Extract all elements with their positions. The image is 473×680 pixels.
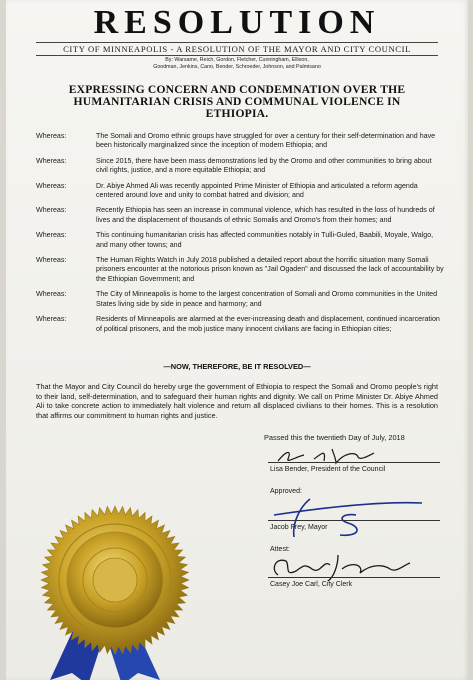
resolved-heading: —NOW, THEREFORE, BE IT RESOLVED— [163, 362, 311, 371]
whereas-text: The City of Minneapolis is home to the largest concentration of Somali and Oromo communities in the United States living side by side in peace and harmony; and [96, 290, 438, 308]
whereas-clause [36, 132, 446, 151]
whereas-clause [36, 182, 446, 201]
gold-seal-icon [30, 505, 200, 680]
resolution-text: That the Mayor and City Council do hereby urge the government of Ethiopia to respect the Somali and Oromo people's right to their land, self-determination, and to safeguard their human rights and dignity. We call on Prime Minister Dr. Abiye Ahmed Ali to take concrete action to immediately halt violence and return all displaced civilians to their homes. This is a resolution that affirms our commitment to human rights and justice. [36, 382, 438, 420]
whereas-clause [36, 157, 446, 176]
document-subtitle: CITY OF MINNEAPOLIS - A RESOLUTION OF THE MAYOR AND CITY COUNCIL [63, 44, 411, 54]
whereas-text: Since 2015, there have been mass demonstrations led by the Oromo and other communities to bring about civil rights, justice, and a more equitable Ethiopia; and [96, 156, 432, 175]
council-signature-line [268, 462, 440, 463]
passed-date: Passed this the twentieth Day of July, 2018 [264, 433, 405, 442]
whereas-label: Whereas: [36, 231, 67, 240]
whereas-clause [36, 315, 446, 334]
whereas-clause [36, 231, 446, 250]
whereas-label: Whereas: [36, 315, 67, 324]
whereas-label: Whereas: [36, 132, 67, 140]
whereas-text: Residents of Minneapolis are alarmed at the ever-increasing death and displacement, continued incarceration of political prisoners, and the mob justice many innocent civilians are facing in Ethiopian cities; [96, 315, 440, 333]
subtitle-rule [36, 55, 438, 56]
whereas-text: This continuing humanitarian crisis has affected communities notably in Tulli-Guled, Baabili, Moyale, Walgo, and many other towns; and [96, 231, 434, 249]
sponsors-line-2: Goodman, Jenkins, Cano, Bender, Schroeder, Johnson, and Palmisano [153, 64, 321, 71]
resolution-heading: EXPRESSING CONCERN AND CONDEMNATION OVER THE HUMANITARIAN CRISIS AND COMMUNAL VIOLENCE IN ETHIOPIA. [68, 83, 406, 120]
whereas-clause [36, 206, 446, 225]
mayor-signature [264, 493, 434, 543]
clerk-signature-line [268, 577, 440, 578]
attest-label: Attest: [270, 546, 290, 553]
council-president-signature [274, 445, 414, 467]
mayor-signature-line [268, 520, 440, 521]
title-rule [36, 42, 438, 43]
whereas-text: Dr. Abiye Ahmed Ali was recently appointed Prime Minister of Ethiopia and articulated a reform agenda centered around love and unity to combat hatred and division; and [96, 181, 418, 200]
mayor-name: Jacob Frey, Mayor [270, 524, 328, 531]
whereas-label: Whereas: [36, 290, 67, 299]
whereas-label: Whereas: [36, 181, 67, 190]
whereas-clause [36, 256, 446, 284]
whereas-text: The Human Rights Watch in July 2018 published a detailed report about the horrific situation many Somali prisoners encounter at the notorious prison known as "Jail Ogaden" and discussed the lack of accountability by the Ethiopian Government; and [96, 256, 444, 283]
approved-label: Approved: [270, 488, 302, 495]
resolution-document [6, 0, 468, 680]
clerk-signature [268, 551, 418, 585]
sponsors-line-1: By: Warsame, Reich, Gordon, Fletcher, Cunningham, Ellison, [165, 57, 309, 63]
whereas-label: Whereas: [36, 206, 67, 215]
council-president-name: Lisa Bender, President of the Council [270, 466, 386, 473]
whereas-label: Whereas: [36, 156, 67, 165]
clerk-name: Casey Joe Carl, City Clerk [270, 581, 353, 588]
whereas-list [36, 132, 446, 334]
whereas-clause [36, 290, 446, 309]
whereas-text: The Somali and Oromo ethnic groups have struggled for over a century for their self-determination and have been historically marginalized since the inception of modern Ethiopia; and [96, 132, 436, 150]
whereas-text: Recently Ethiopia has seen an increase in communal violence, which has resulted in the loss of hundreds of lives and the displacement of thousands of ethnic Somalis and Oromo's from their homes; and [96, 206, 435, 224]
document-title: RESOLUTION [93, 4, 381, 41]
whereas-label: Whereas: [36, 256, 67, 265]
sponsors [66, 57, 408, 71]
